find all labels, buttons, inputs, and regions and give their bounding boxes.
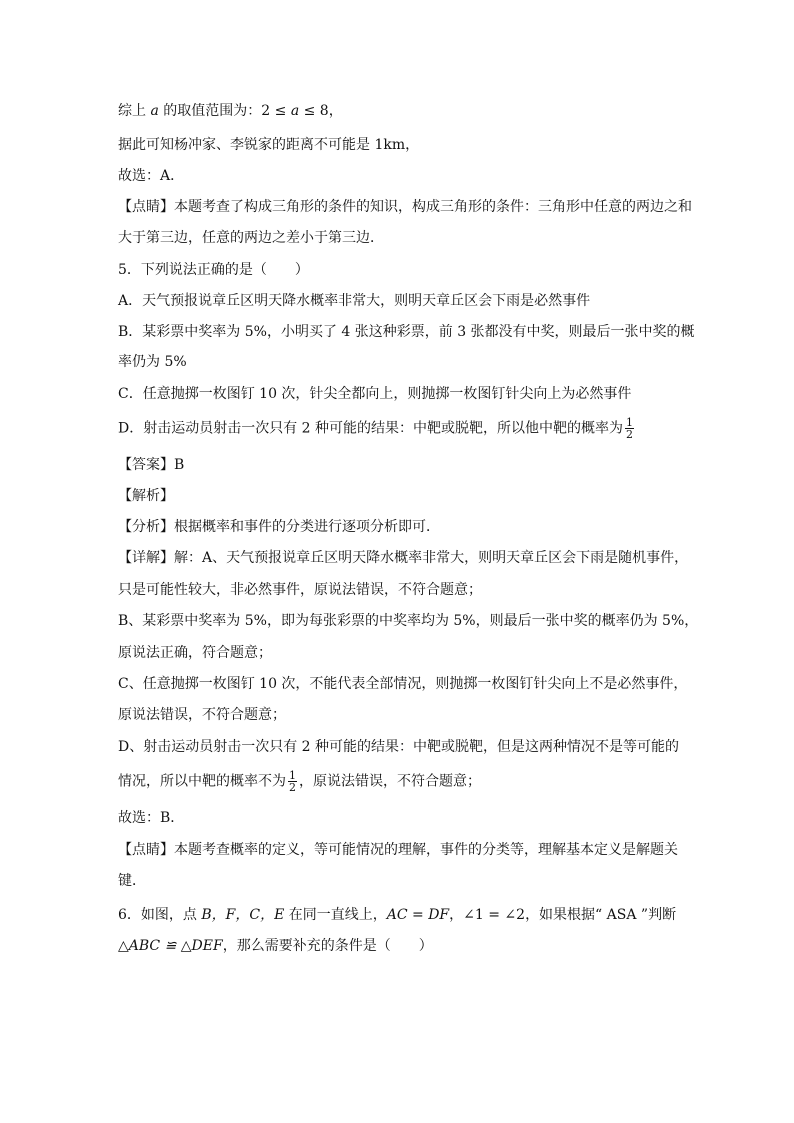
fraction: $\frac{1}{2}$	[289, 769, 296, 794]
text-line: 原说法正确，符合题意；	[118, 645, 272, 661]
text-line: 键．	[118, 873, 146, 889]
text-line: B、某彩票中奖率为 5%，即为每张彩票的中奖率均为 5%，则最后一张中奖的概率仍为 5%，	[118, 613, 699, 629]
question-6-continued: △ABC ≌ △DEF，那么需要补充的条件是（ ）	[118, 938, 433, 954]
text-line: 【分析】根据概率和事件的分类进行逐项分析即可．	[118, 519, 440, 535]
text-line: D、射击运动员射击一次只有 2 种可能的结果：中靶或脱靶，但是这两种情况不是等可能的	[118, 739, 680, 755]
question-5-title: 5．下列说法正确的是（ ）	[118, 262, 309, 278]
text-line: 原说法错误，不符合题意；	[118, 707, 286, 723]
text-line: 故选：A．	[118, 168, 185, 184]
option-d: D．射击运动员射击一次只有 2 种可能的结果：中靶或脱靶，所以他中靶的概率为 $\frac{1}{2}$	[118, 416, 634, 441]
text-line: 只是可能性较大，非必然事件，原说法错误，不符合题意；	[118, 582, 482, 598]
fraction: $\frac{1}{2}$	[626, 416, 634, 441]
option-b: B．某彩票中奖率为 5%，小明买了 4 张这种彩票，前 3 张都没有中奖，则最后一张中奖的概	[118, 324, 695, 340]
option-b-continued: 率仍为 5%	[118, 354, 187, 370]
text-line: 据此可知杨冲家、李锐家的距离不可能是 1km，	[118, 137, 420, 153]
text-line: 【详解】解：A、天气预报说章丘区明天降水概率非常大，则明天章丘区会下雨是随机事件，	[118, 550, 689, 566]
text-line: 【点睛】本题考查概率的定义，等可能情况的理解，事件的分类等，理解基本定义是解题关	[118, 842, 678, 858]
option-a: A．天气预报说章丘区明天降水概率非常大，则明天章丘区会下雨是必然事件	[118, 293, 591, 309]
text-line: 大于第三边，任意的两边之差小于第三边．	[118, 230, 384, 246]
text-line: 综上 a 的取值范围为：2 ≤ a ≤ 8，	[118, 103, 343, 119]
text-line: 【点睛】本题考查了构成三角形的条件的知识，构成三角形的条件：三角形中任意的两边之和	[118, 199, 692, 215]
text-line: 故选：B．	[118, 810, 185, 826]
answer-label: 【答案】B	[118, 457, 185, 473]
analysis-heading: 【解析】	[118, 488, 174, 504]
text-line: C、任意抛掷一枚图钉 10 次，不能代表全部情况，则抛掷一枚图钉针尖向上不是必然事件，	[118, 676, 688, 692]
text-line: 情况，所以中靶的概率不为 $\frac{1}{2}$ ，原说法错误，不符合题意；	[118, 769, 481, 794]
option-c: C．任意抛掷一枚图钉 10 次，针尖全都向上，则抛掷一枚图钉针尖向上为必然事件	[118, 386, 632, 402]
question-6-title: 6．如图，点 B，F，C，E 在同一直线上，AC = DF，∠1 = ∠2，如果根据“ ASA ”判断	[118, 907, 677, 923]
